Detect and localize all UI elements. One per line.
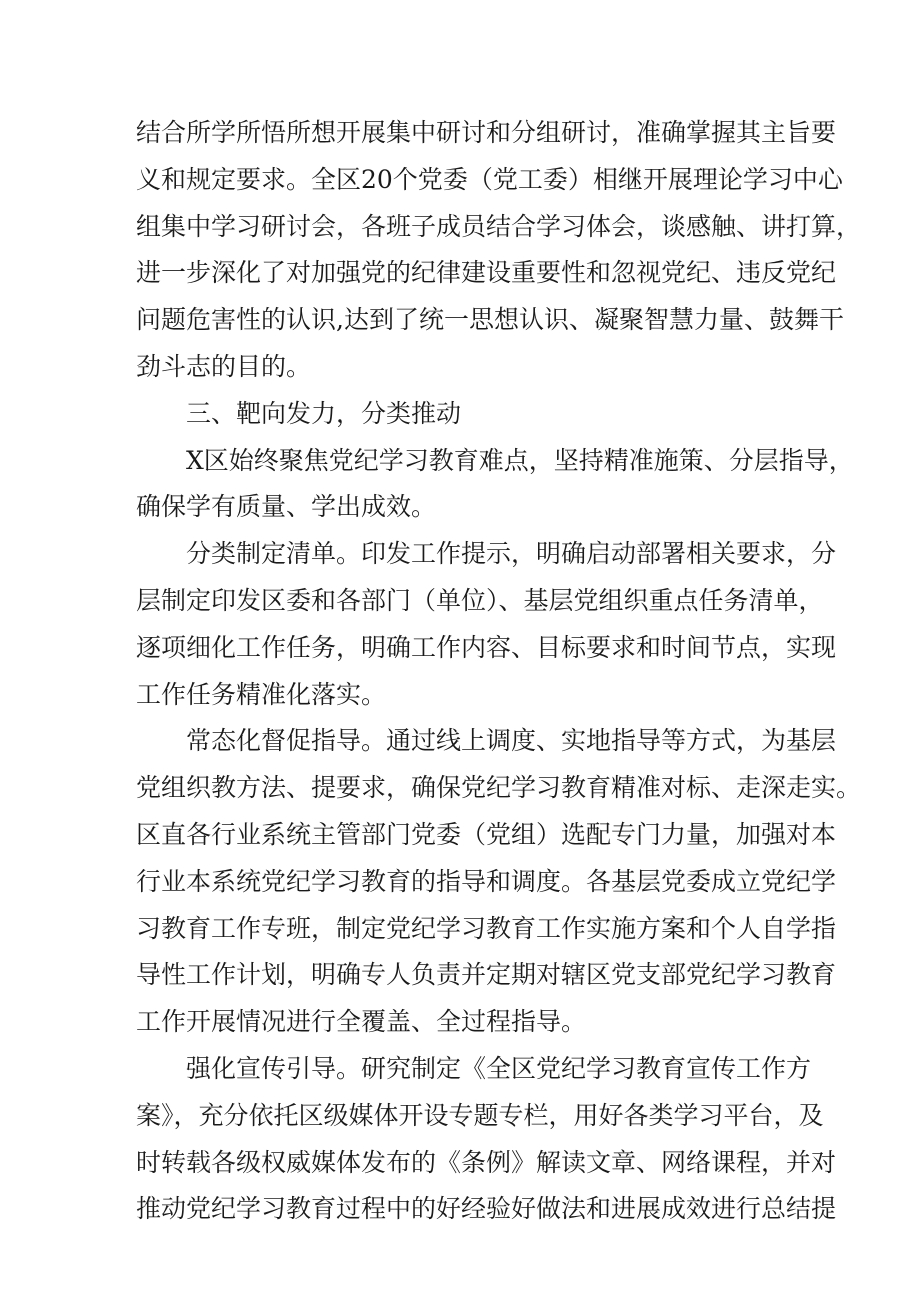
paragraph-line: 工作任务精准化落实。 xyxy=(136,679,387,709)
section-heading: 三、靶向发力，分类推动 xyxy=(186,398,462,428)
paragraph-line: 结合所学所悟所想开展集中研讨和分组研讨，准确掌握其主旨要 xyxy=(136,118,837,147)
paragraph-line: 常态化督促指导。通过线上调度、实地指导等方式，为基层 xyxy=(186,726,837,756)
paragraph-line: 组集中学习研讨会，各班子成员结合学习体会，谈感触、讲打算， xyxy=(136,211,862,241)
paragraph-line: 导性工作计划，明确专人负责并定期对辖区党支部党纪学习教育 xyxy=(136,960,837,990)
paragraph-line: 进一步深化了对加强党的纪律建设重要性和忽视党纪、违反党纪 xyxy=(136,258,837,288)
paragraph-line: 党组织教方法、提要求，确保党纪学习教育精准对标、走深走实。 xyxy=(136,773,862,803)
paragraph-line: 区直各行业系统主管部门党委（党组）选配专门力量，加强对本 xyxy=(136,819,837,849)
paragraph-line: 时转载各级权威媒体发布的《条例》解读文章、网络课程，并对 xyxy=(136,1147,837,1177)
paragraph-line: 工作开展情况进行全覆盖、全过程指导。 xyxy=(136,1007,587,1037)
paragraph-line: 劲斗志的目的。 xyxy=(136,351,312,381)
paragraph-line: 分类制定清单。印发工作提示，明确启动部署相关要求，分 xyxy=(186,539,837,569)
paragraph-line: 习教育工作专班，制定党纪学习教育工作实施方案和个人自学指 xyxy=(136,913,837,943)
paragraph-line: 义和规定要求。全区20个党委（党工委）相继开展理论学习中心 xyxy=(136,164,843,194)
paragraph-line: 案》，充分依托区级媒体开设专题专栏，用好各类学习平台，及 xyxy=(136,1100,824,1130)
paragraph-line: 确保学有质量、学出成效。 xyxy=(136,492,437,522)
paragraph-line: X区始终聚焦党纪学习教育难点，坚持精准施策、分层指导， xyxy=(186,445,854,475)
paragraph-line: 行业本系统党纪学习教育的指导和调度。各基层党委成立党纪学 xyxy=(136,866,837,896)
document-body xyxy=(136,110,862,1233)
paragraph-line: 推动党纪学习教育过程中的好经验好做法和进展成效进行总结提 xyxy=(136,1194,837,1224)
paragraph-line: 强化宣传引导。研究制定《全区党纪学习教育宣传工作方 xyxy=(186,1053,812,1083)
paragraph-line: 层制定印发区委和各部门（单位）、基层党组织重点任务清单， xyxy=(136,585,824,615)
paragraph-line: 问题危害性的认识,达到了统一思想认识、凝聚智慧力量、鼓舞干 xyxy=(136,305,844,335)
paragraph-line: 逐项细化工作任务，明确工作内容、目标要求和时间节点，实现 xyxy=(136,632,837,662)
